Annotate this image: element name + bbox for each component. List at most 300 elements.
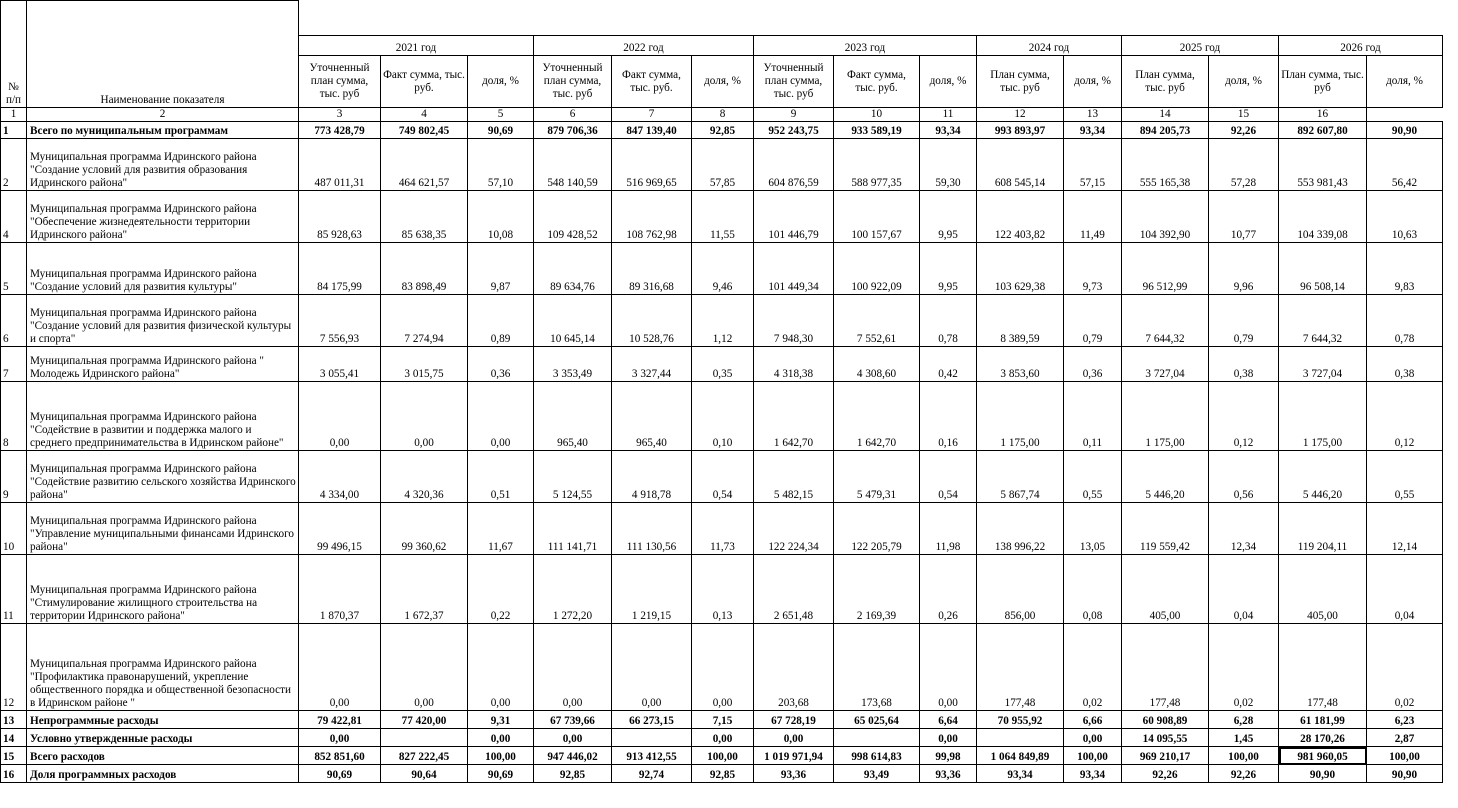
table-cell: 90,90 bbox=[1367, 765, 1443, 783]
table-cell: 0,00 bbox=[299, 382, 381, 451]
table-cell: 998 614,83 bbox=[834, 747, 920, 765]
table-cell: 0,02 bbox=[1367, 624, 1443, 711]
table-cell: 177,48 bbox=[977, 624, 1064, 711]
row-number: 6 bbox=[1, 295, 27, 347]
table-cell: 0,00 bbox=[692, 624, 754, 711]
column-header: План сумма, тыс. руб bbox=[1279, 56, 1367, 108]
column-number: 5 bbox=[468, 108, 534, 122]
column-header: Уточненный план сумма, тыс. руб bbox=[754, 56, 834, 108]
table-cell: 92,85 bbox=[534, 765, 612, 783]
table-cell: 104 339,08 bbox=[1279, 191, 1367, 243]
table-cell: 119 204,11 bbox=[1279, 503, 1367, 555]
table-cell: 59,30 bbox=[920, 139, 977, 191]
table-cell: 12,14 bbox=[1367, 503, 1443, 555]
row-name: Муниципальная программа Идринского района " Молодежь Идринского района" bbox=[27, 347, 299, 382]
table-cell: 965,40 bbox=[612, 382, 692, 451]
table-cell: 7 556,93 bbox=[299, 295, 381, 347]
row-number: 12 bbox=[1, 624, 27, 711]
table-cell: 6,28 bbox=[1209, 711, 1279, 729]
table-cell: 28 170,26 bbox=[1279, 729, 1367, 747]
table-cell: 104 392,90 bbox=[1122, 191, 1209, 243]
table-cell bbox=[612, 729, 692, 747]
table-cell: 5 124,55 bbox=[534, 451, 612, 503]
table-cell: 99 496,15 bbox=[299, 503, 381, 555]
table-cell: 1 272,20 bbox=[534, 555, 612, 624]
column-header: Уточненный план сумма, тыс. руб bbox=[299, 56, 381, 108]
table-cell: 177,48 bbox=[1279, 624, 1367, 711]
table-cell: 0,36 bbox=[1064, 347, 1122, 382]
table-cell: 5 482,15 bbox=[754, 451, 834, 503]
table-cell: 0,42 bbox=[920, 347, 977, 382]
row-name: Муниципальная программа Идринского района "Обеспечение жизнедеятельности территории Идринского района" bbox=[27, 191, 299, 243]
table-cell: 0,12 bbox=[1209, 382, 1279, 451]
row-number: 7 bbox=[1, 347, 27, 382]
table-row bbox=[1, 382, 1443, 451]
table-cell: 5 446,20 bbox=[1279, 451, 1367, 503]
table-cell: 67 728,19 bbox=[754, 711, 834, 729]
table-cell: 11,55 bbox=[692, 191, 754, 243]
table-cell: 0,16 bbox=[920, 382, 977, 451]
row-number: 11 bbox=[1, 555, 27, 624]
table-cell: 1 175,00 bbox=[977, 382, 1064, 451]
table-cell: 103 629,38 bbox=[977, 243, 1064, 295]
table-cell: 0,00 bbox=[381, 382, 468, 451]
column-header: доля, % bbox=[1064, 56, 1122, 108]
table-cell: 773 428,79 bbox=[299, 122, 381, 139]
table-cell: 879 706,36 bbox=[534, 122, 612, 139]
table-cell: 0,00 bbox=[468, 729, 534, 747]
table-row bbox=[1, 747, 1443, 765]
table-row bbox=[1, 139, 1443, 191]
table-cell bbox=[977, 729, 1064, 747]
table-cell: 553 981,43 bbox=[1279, 139, 1367, 191]
table-cell: 0,56 bbox=[1209, 451, 1279, 503]
table-cell: 93,34 bbox=[920, 122, 977, 139]
table-cell: 0,78 bbox=[1367, 295, 1443, 347]
column-number: 7 bbox=[612, 108, 692, 122]
table-cell: 10,63 bbox=[1367, 191, 1443, 243]
table-cell: 90,69 bbox=[468, 122, 534, 139]
table-cell: 0,54 bbox=[692, 451, 754, 503]
table-cell: 89 634,76 bbox=[534, 243, 612, 295]
table-row bbox=[1, 243, 1443, 295]
table-cell: 4 918,78 bbox=[612, 451, 692, 503]
table-cell: 111 141,71 bbox=[534, 503, 612, 555]
year-header: 2024 год bbox=[977, 36, 1122, 56]
table-cell: 947 446,02 bbox=[534, 747, 612, 765]
table-cell: 12,34 bbox=[1209, 503, 1279, 555]
header-name: Наименование показателя bbox=[27, 1, 299, 108]
table-cell: 8 389,59 bbox=[977, 295, 1064, 347]
table-cell: 1,45 bbox=[1209, 729, 1279, 747]
table-cell: 11,73 bbox=[692, 503, 754, 555]
column-header: доля, % bbox=[920, 56, 977, 108]
table-cell: 109 428,52 bbox=[534, 191, 612, 243]
column-number: 8 bbox=[692, 108, 754, 122]
table-cell: 119 559,42 bbox=[1122, 503, 1209, 555]
table-cell: 965,40 bbox=[534, 382, 612, 451]
table-cell: 4 308,60 bbox=[834, 347, 920, 382]
table-cell: 96 512,99 bbox=[1122, 243, 1209, 295]
table-cell: 92,74 bbox=[612, 765, 692, 783]
table-cell: 852 851,60 bbox=[299, 747, 381, 765]
column-number: 1 bbox=[1, 108, 27, 122]
year-header: 2025 год bbox=[1122, 36, 1279, 56]
table-cell bbox=[381, 729, 468, 747]
table-row bbox=[1, 711, 1443, 729]
table-cell: 100 157,67 bbox=[834, 191, 920, 243]
table-cell: 0,00 bbox=[468, 382, 534, 451]
table-cell: 9,87 bbox=[468, 243, 534, 295]
column-number: 3 bbox=[299, 108, 381, 122]
table-cell: 913 412,55 bbox=[612, 747, 692, 765]
table-cell: 1 642,70 bbox=[834, 382, 920, 451]
table-cell: 5 867,74 bbox=[977, 451, 1064, 503]
table-cell: 93,36 bbox=[920, 765, 977, 783]
table-cell: 0,04 bbox=[1209, 555, 1279, 624]
table-cell: 0,38 bbox=[1367, 347, 1443, 382]
row-name: Условно утвержденные расходы bbox=[27, 729, 299, 747]
table-cell: 11,98 bbox=[920, 503, 977, 555]
table-cell: 0,22 bbox=[468, 555, 534, 624]
table-cell: 9,95 bbox=[920, 243, 977, 295]
table-cell: 93,34 bbox=[1064, 122, 1122, 139]
year-header: 2021 год bbox=[299, 36, 534, 56]
table-cell: 10 645,14 bbox=[534, 295, 612, 347]
table-cell: 4 334,00 bbox=[299, 451, 381, 503]
table-cell: 96 508,14 bbox=[1279, 243, 1367, 295]
table-cell: 0,00 bbox=[299, 624, 381, 711]
table-row bbox=[1, 555, 1443, 624]
column-number: 11 bbox=[920, 108, 977, 122]
column-number: 2 bbox=[27, 108, 299, 122]
table-cell: 10 528,76 bbox=[612, 295, 692, 347]
row-name: Муниципальная программа Идринского района "Содействие в развитии и поддержка малого и среднего предпринимательства в Идринском районе" bbox=[27, 382, 299, 451]
table-cell: 122 403,82 bbox=[977, 191, 1064, 243]
table-cell: 0,10 bbox=[692, 382, 754, 451]
table-cell: 3 727,04 bbox=[1279, 347, 1367, 382]
table-cell: 952 243,75 bbox=[754, 122, 834, 139]
table-cell: 0,00 bbox=[612, 624, 692, 711]
table-row bbox=[1, 729, 1443, 747]
table-cell: 7 274,94 bbox=[381, 295, 468, 347]
table-cell: 61 181,99 bbox=[1279, 711, 1367, 729]
column-number: 4 bbox=[381, 108, 468, 122]
column-number: 9 bbox=[754, 108, 834, 122]
table-cell: 555 165,38 bbox=[1122, 139, 1209, 191]
table-cell: 93,36 bbox=[754, 765, 834, 783]
column-number: 15 bbox=[1209, 108, 1279, 122]
table-cell: 1 642,70 bbox=[754, 382, 834, 451]
table-cell: 588 977,35 bbox=[834, 139, 920, 191]
table-cell: 11,67 bbox=[468, 503, 534, 555]
table-cell: 1 219,15 bbox=[612, 555, 692, 624]
table-cell: 11,49 bbox=[1064, 191, 1122, 243]
table-cell: 93,49 bbox=[834, 765, 920, 783]
row-number: 1 bbox=[1, 122, 27, 139]
table-cell: 92,26 bbox=[1209, 765, 1279, 783]
table-cell: 0,00 bbox=[1064, 729, 1122, 747]
table-cell: 173,68 bbox=[834, 624, 920, 711]
row-name: Муниципальная программа Идринского района "Создание условий для развития культуры" bbox=[27, 243, 299, 295]
table-cell: 57,85 bbox=[692, 139, 754, 191]
table-cell: 0,08 bbox=[1064, 555, 1122, 624]
table-cell: 3 055,41 bbox=[299, 347, 381, 382]
table-cell: 0,54 bbox=[920, 451, 977, 503]
table-cell: 56,42 bbox=[1367, 139, 1443, 191]
table-cell: 93,34 bbox=[1064, 765, 1122, 783]
table-cell: 0,36 bbox=[468, 347, 534, 382]
table-cell: 0,00 bbox=[920, 729, 977, 747]
row-number: 13 bbox=[1, 711, 27, 729]
table-cell: 0,78 bbox=[920, 295, 977, 347]
table-cell: 65 025,64 bbox=[834, 711, 920, 729]
table-cell: 0,79 bbox=[1209, 295, 1279, 347]
column-number: 16 bbox=[1279, 108, 1367, 122]
table-cell: 203,68 bbox=[754, 624, 834, 711]
row-name: Всего по муниципальным программам bbox=[27, 122, 299, 139]
table-cell: 9,83 bbox=[1367, 243, 1443, 295]
table-cell: 487 011,31 bbox=[299, 139, 381, 191]
table-cell: 892 607,80 bbox=[1279, 122, 1367, 139]
column-number: 14 bbox=[1122, 108, 1209, 122]
column-header: доля, % bbox=[692, 56, 754, 108]
column-header: План сумма, тыс. руб bbox=[977, 56, 1064, 108]
table-cell: 1 672,37 bbox=[381, 555, 468, 624]
table-cell: 10,77 bbox=[1209, 191, 1279, 243]
year-header: 2026 год bbox=[1279, 36, 1443, 56]
table-cell: 99 360,62 bbox=[381, 503, 468, 555]
table-cell: 9,95 bbox=[920, 191, 977, 243]
table-cell: 7 644,32 bbox=[1279, 295, 1367, 347]
table-cell: 90,64 bbox=[381, 765, 468, 783]
row-number: 2 bbox=[1, 139, 27, 191]
row-name: Муниципальная программа Идринского района "Создание условий для развития образования Идринского района" bbox=[27, 139, 299, 191]
table-cell: 0,35 bbox=[692, 347, 754, 382]
table-cell: 100,00 bbox=[692, 747, 754, 765]
table-cell: 100,00 bbox=[1064, 747, 1122, 765]
table-cell: 4 320,36 bbox=[381, 451, 468, 503]
table-cell: 0,51 bbox=[468, 451, 534, 503]
table-cell: 0,00 bbox=[692, 729, 754, 747]
table-cell: 177,48 bbox=[1122, 624, 1209, 711]
table-cell: 60 908,89 bbox=[1122, 711, 1209, 729]
table-cell: 10,08 bbox=[468, 191, 534, 243]
table-cell: 0,89 bbox=[468, 295, 534, 347]
table-cell: 604 876,59 bbox=[754, 139, 834, 191]
table-cell: 2,87 bbox=[1367, 729, 1443, 747]
column-number: 12 bbox=[977, 108, 1064, 122]
table-cell: 856,00 bbox=[977, 555, 1064, 624]
table-cell: 548 140,59 bbox=[534, 139, 612, 191]
table-cell: 108 762,98 bbox=[612, 191, 692, 243]
table-cell: 847 139,40 bbox=[612, 122, 692, 139]
table-cell: 7 644,32 bbox=[1122, 295, 1209, 347]
year-header: 2022 год bbox=[534, 36, 754, 56]
table-cell: 92,85 bbox=[692, 122, 754, 139]
table-cell: 933 589,19 bbox=[834, 122, 920, 139]
selected-cell: 981 960,05 bbox=[1279, 747, 1367, 765]
table-cell: 6,66 bbox=[1064, 711, 1122, 729]
column-number: 10 bbox=[834, 108, 920, 122]
column-header: План сумма, тыс. руб bbox=[1122, 56, 1209, 108]
table-cell: 6,23 bbox=[1367, 711, 1443, 729]
row-name: Муниципальная программа Идринского района "Стимулирование жилищного строительства на территории Идринского района" bbox=[27, 555, 299, 624]
table-row bbox=[1, 765, 1443, 783]
table-cell: 122 224,34 bbox=[754, 503, 834, 555]
row-number: 15 bbox=[1, 747, 27, 765]
table-cell: 7,15 bbox=[692, 711, 754, 729]
table-cell: 9,31 bbox=[468, 711, 534, 729]
row-name: Доля программных расходов bbox=[27, 765, 299, 783]
table-cell: 77 420,00 bbox=[381, 711, 468, 729]
table-cell: 516 969,65 bbox=[612, 139, 692, 191]
row-number: 8 bbox=[1, 382, 27, 451]
table-cell: 79 422,81 bbox=[299, 711, 381, 729]
table-cell: 101 446,79 bbox=[754, 191, 834, 243]
table-cell: 6,64 bbox=[920, 711, 977, 729]
table-cell: 1 019 971,94 bbox=[754, 747, 834, 765]
row-name: Непрограммные расходы bbox=[27, 711, 299, 729]
table-row bbox=[1, 347, 1443, 382]
table-cell: 101 449,34 bbox=[754, 243, 834, 295]
row-number: 14 bbox=[1, 729, 27, 747]
column-header: доля, % bbox=[468, 56, 534, 108]
table-cell: 85 638,35 bbox=[381, 191, 468, 243]
table-cell: 0,11 bbox=[1064, 382, 1122, 451]
table-row bbox=[1, 191, 1443, 243]
table-cell: 0,26 bbox=[920, 555, 977, 624]
table-cell: 9,46 bbox=[692, 243, 754, 295]
table-cell: 3 853,60 bbox=[977, 347, 1064, 382]
table-cell: 0,00 bbox=[381, 624, 468, 711]
row-name: Муниципальная программа Идринского района "Содействие развитию сельского хозяйства Идринского района" bbox=[27, 451, 299, 503]
table-row bbox=[1, 122, 1443, 139]
column-header: Факт сумма, тыс. руб. bbox=[834, 56, 920, 108]
table-cell: 405,00 bbox=[1279, 555, 1367, 624]
table-cell: 3 727,04 bbox=[1122, 347, 1209, 382]
table-cell: 993 893,97 bbox=[977, 122, 1064, 139]
table-row bbox=[1, 451, 1443, 503]
table-cell: 100,00 bbox=[468, 747, 534, 765]
table-cell: 14 095,55 bbox=[1122, 729, 1209, 747]
table-cell: 92,26 bbox=[1122, 765, 1209, 783]
column-header: Факт сумма, тыс. руб. bbox=[612, 56, 692, 108]
table-cell: 83 898,49 bbox=[381, 243, 468, 295]
row-number: 10 bbox=[1, 503, 27, 555]
table-cell: 969 210,17 bbox=[1122, 747, 1209, 765]
table-cell: 9,96 bbox=[1209, 243, 1279, 295]
table-cell: 66 273,15 bbox=[612, 711, 692, 729]
table-cell: 827 222,45 bbox=[381, 747, 468, 765]
table-cell: 57,10 bbox=[468, 139, 534, 191]
table-row bbox=[1, 624, 1443, 711]
table-cell bbox=[834, 729, 920, 747]
table-cell: 99,98 bbox=[920, 747, 977, 765]
table-cell: 70 955,92 bbox=[977, 711, 1064, 729]
table-cell: 84 175,99 bbox=[299, 243, 381, 295]
table-cell: 92,26 bbox=[1209, 122, 1279, 139]
column-header: Уточненный план сумма, тыс. руб bbox=[534, 56, 612, 108]
table-cell: 89 316,68 bbox=[612, 243, 692, 295]
row-name: Всего расходов bbox=[27, 747, 299, 765]
table-cell: 405,00 bbox=[1122, 555, 1209, 624]
table-row bbox=[1, 503, 1443, 555]
table-cell: 0,13 bbox=[692, 555, 754, 624]
table-cell: 5 446,20 bbox=[1122, 451, 1209, 503]
table-cell: 111 130,56 bbox=[612, 503, 692, 555]
table-cell: 90,90 bbox=[1279, 765, 1367, 783]
table-cell: 4 318,38 bbox=[754, 347, 834, 382]
table-cell: 0,04 bbox=[1367, 555, 1443, 624]
table-cell: 90,69 bbox=[299, 765, 381, 783]
table-cell: 1 064 849,89 bbox=[977, 747, 1064, 765]
table-cell: 2 169,39 bbox=[834, 555, 920, 624]
table-cell: 100,00 bbox=[1209, 747, 1279, 765]
table-cell: 90,90 bbox=[1367, 122, 1443, 139]
table-cell: 0,02 bbox=[1064, 624, 1122, 711]
table-cell: 0,55 bbox=[1064, 451, 1122, 503]
row-name: Муниципальная программа Идринского района "Управление муниципальными финансами Идринского района" bbox=[27, 503, 299, 555]
row-number: 5 bbox=[1, 243, 27, 295]
table-cell: 92,85 bbox=[692, 765, 754, 783]
table-cell: 0,12 bbox=[1367, 382, 1443, 451]
table-cell: 57,15 bbox=[1064, 139, 1122, 191]
row-number: 9 bbox=[1, 451, 27, 503]
table-cell: 2 651,48 bbox=[754, 555, 834, 624]
table-cell: 1 870,37 bbox=[299, 555, 381, 624]
table-cell: 100 922,09 bbox=[834, 243, 920, 295]
table-cell: 90,69 bbox=[468, 765, 534, 783]
column-number: 13 bbox=[1064, 108, 1122, 122]
table-cell: 67 739,66 bbox=[534, 711, 612, 729]
table-cell: 0,79 bbox=[1064, 295, 1122, 347]
table-cell: 0,38 bbox=[1209, 347, 1279, 382]
table-cell: 93,34 bbox=[977, 765, 1064, 783]
table-cell: 464 621,57 bbox=[381, 139, 468, 191]
column-header: доля, % bbox=[1367, 56, 1443, 108]
table-cell: 3 015,75 bbox=[381, 347, 468, 382]
table-cell: 122 205,79 bbox=[834, 503, 920, 555]
year-header: 2023 год bbox=[754, 36, 977, 56]
row-name: Муниципальная программа Идринского района "Создание условий для развития физической культуры и спорта" bbox=[27, 295, 299, 347]
table-cell: 749 802,45 bbox=[381, 122, 468, 139]
table-cell: 1 175,00 bbox=[1279, 382, 1367, 451]
column-header: доля, % bbox=[1209, 56, 1279, 108]
table-cell: 0,02 bbox=[1209, 624, 1279, 711]
table-cell: 57,28 bbox=[1209, 139, 1279, 191]
table-cell: 13,05 bbox=[1064, 503, 1122, 555]
table-cell: 7 552,61 bbox=[834, 295, 920, 347]
row-number: 4 bbox=[1, 191, 27, 243]
table-cell: 3 327,44 bbox=[612, 347, 692, 382]
table-cell: 100,00 bbox=[1367, 747, 1443, 765]
header-no: № п/п bbox=[1, 1, 27, 108]
table-cell: 3 353,49 bbox=[534, 347, 612, 382]
table-cell: 0,00 bbox=[754, 729, 834, 747]
table-cell: 5 479,31 bbox=[834, 451, 920, 503]
table-cell: 894 205,73 bbox=[1122, 122, 1209, 139]
table-cell: 608 545,14 bbox=[977, 139, 1064, 191]
table-cell: 0,55 bbox=[1367, 451, 1443, 503]
table-cell: 7 948,30 bbox=[754, 295, 834, 347]
table-cell: 0,00 bbox=[468, 624, 534, 711]
table-row bbox=[1, 295, 1443, 347]
table-cell: 0,00 bbox=[920, 624, 977, 711]
table-cell: 0,00 bbox=[534, 729, 612, 747]
table-cell: 9,73 bbox=[1064, 243, 1122, 295]
table-cell: 1,12 bbox=[692, 295, 754, 347]
